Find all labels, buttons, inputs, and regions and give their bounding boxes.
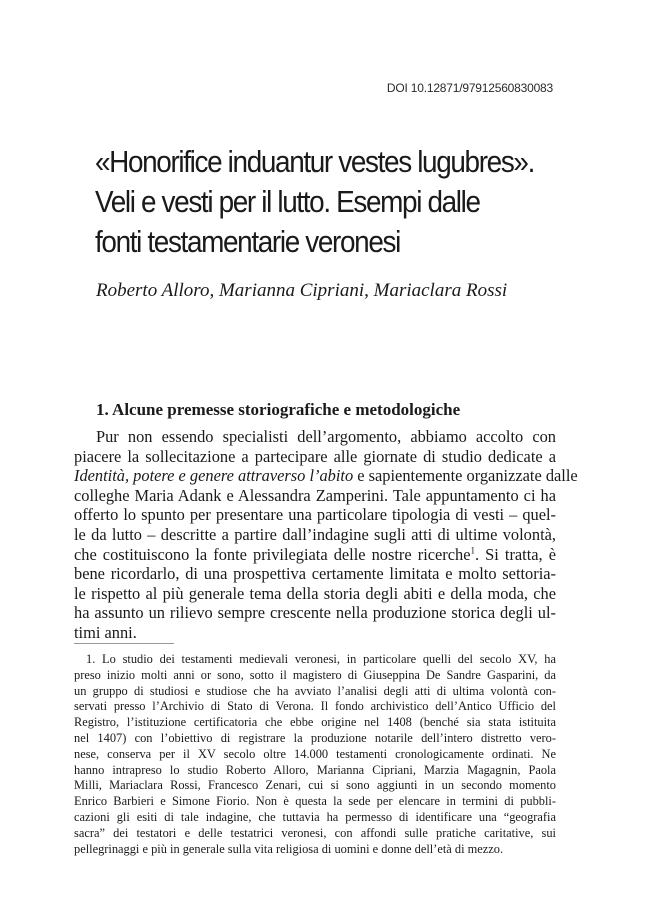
body-line: Pur non essendo specialisti dell’argomento, abbiamo accolto con [96,427,556,446]
body-line: Identità, potere e genere attraverso l’abito e sapientemente organizzate dalle [74,466,578,486]
footnote-line: preso inizio molti anni or sono, sotto il magistero di Giuseppina De Sandre Gasparini, da [74,667,556,682]
volume-title: Identità, potere e genere attraverso l’abito [74,466,354,486]
footnote [74,652,556,857]
footnote-line: Milli, Mariaclara Rossi, Francesco Zenari, cui si sono aggiunti in un secondo momento [74,778,556,793]
footnote-line: servati presso l’Archivio di Stato di Verona. Il fondo archivistico dell’Antico Ufficio del [74,699,556,714]
title-line: fonti testamentarie veronesi [95,224,400,259]
section-body [74,427,578,643]
footnote-line: nese, conserva per il XV secolo oltre 14.000 testamenti cronologicamente ordinati. Ne [74,746,556,761]
footnote-line: cazioni gli esiti di tale indagine, che tuttavia ha permesso di identificare una “geografia [74,809,556,824]
footnote-separator [74,643,174,644]
body-line: le rispetto al più generale tema della storia degli abiti e della moda, che [74,583,556,603]
footnote-line: pellegrinaggi e più in generale sulla vita religiosa di uomini e donne dell’età di mezzo. [74,841,504,856]
article-title [95,142,535,262]
body-line: piacere la sollecitazione a partecipare alle giornate di studio dedicate a [74,446,556,466]
footnote-line: Enrico Barbieri e Simone Fiorio. Non è questa la sede per elencare in termini di pubbli- [74,794,556,809]
footnote-line: hanno intrapreso lo studio Roberto Alloro, Marianna Cipriani, Marzia Magagnin, Paola [74,762,556,777]
footnote-line: Registro, l’istituzione certificatoria che ebbe origine nel 1408 (benché sia stata istituita [74,715,556,730]
title-line: Veli e vesti per il lutto. Esempi dalle [95,184,480,219]
body-line: che costituiscono la fonte privilegiata delle nostre ricerche$^1$. Si tratta, è [74,544,556,564]
body-line: colleghe Maria Adank e Alessandra Zamperini. Tale appuntamento ci ha [74,485,556,505]
footnote-line: nel 1407) con l’obiettivo di registrare la produzione notarile dell’intero distretto vero- [74,730,556,745]
body-line: timi anni. [74,622,137,642]
body-line: ha assunto un rilievo sempre crescente nella produzione storica degli ul- [74,603,556,623]
footnote-line: sacra” dei testatori e delle testatrici veronesi, con affondi sulle pratiche caritative, sui [74,825,556,840]
article-authors: Roberto Alloro, Marianna Cipriani, Mariaclara Rossi [96,280,508,301]
footnote-line: un gruppo di studiosi e studiose che ha avviato l’analisi degli atti di ultima volontà con- [74,683,556,698]
body-line: le da lutto – descritte a partire dall’indagine sugli atti di ultime volontà, [74,524,556,544]
body-line: offerto lo spunto per presentare una particolare tipologia di vesti – quel- [74,505,556,525]
body-line: bene ricordarlo, di una prospettiva certamente limitata e molto settoria- [74,564,556,584]
section-heading: 1. Alcune premesse storiografiche e metodologiche [96,400,461,419]
footnote-line: 1. Lo studio dei testamenti medievali veronesi, in particolare quelli del secolo XV, ha [86,652,556,666]
footnote-reference[interactable]: 1 [470,545,475,556]
doi-identifier: DOI 10.12871/97912560830083 [386,81,553,95]
title-line: «Honorifice induantur vestes lugubres». [95,144,535,179]
